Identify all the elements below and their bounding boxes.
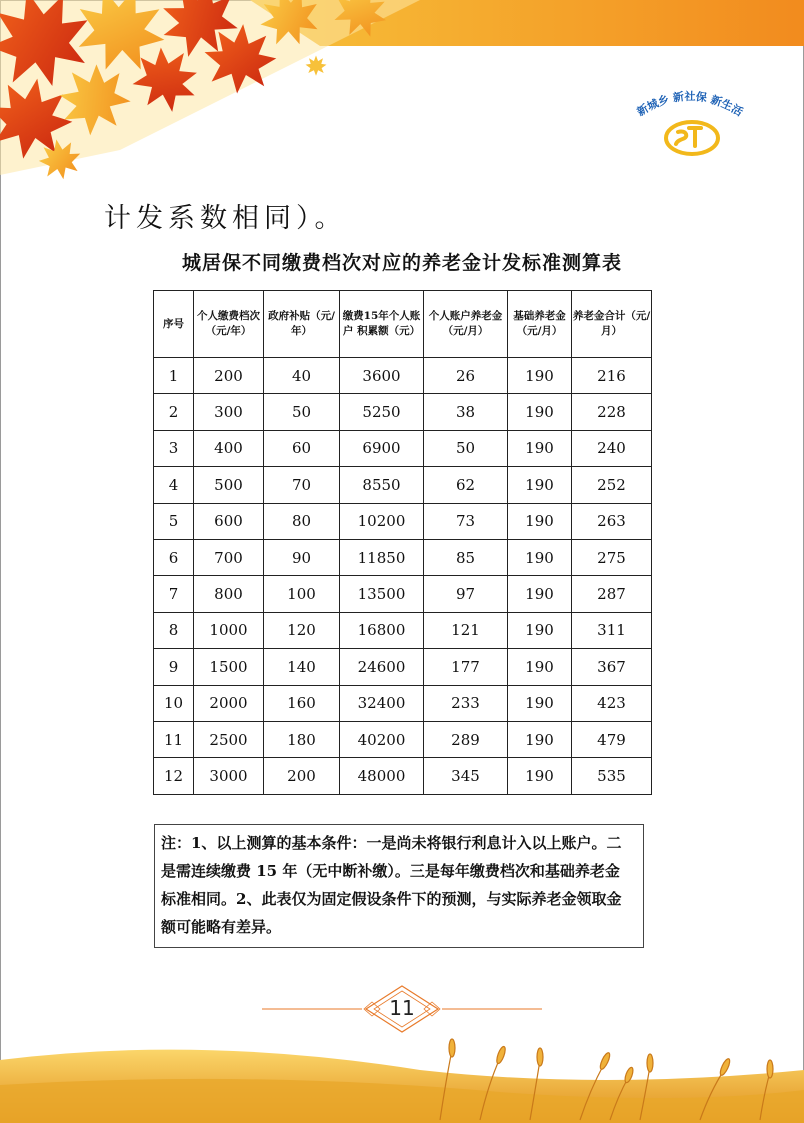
cell-contribution-level: 2000 <box>194 685 264 721</box>
cell-contribution-level: 800 <box>194 576 264 612</box>
cell-index: 2 <box>154 394 194 430</box>
cell-account-pension: 85 <box>424 539 508 575</box>
cell-basic-pension: 190 <box>508 612 572 648</box>
cell-government-subsidy: 70 <box>264 467 340 503</box>
cell-basic-pension: 190 <box>508 685 572 721</box>
cell-government-subsidy: 180 <box>264 721 340 757</box>
wheat-field-banner <box>0 1030 804 1123</box>
note-text: 注：1、以上测算的基本条件：一是尚未将银行利息计入以上账户。二是需连续缴费 15 年（无中断补缴）。三是每年缴费档次和基础养老金标准相同。2、此表仅为固定假设条件下的预测，与实际养老金领取金额可能略有差异。 <box>161 834 622 936</box>
table-row <box>154 649 652 685</box>
cell-account-accumulation: 48000 <box>340 758 424 794</box>
cell-basic-pension: 190 <box>508 358 572 394</box>
cell-index: 12 <box>154 758 194 794</box>
cell-government-subsidy: 140 <box>264 649 340 685</box>
header-account-accumulation: 缴费15年个人账户 积累额（元） <box>340 291 424 358</box>
cell-account-pension: 62 <box>424 467 508 503</box>
cell-index: 3 <box>154 430 194 466</box>
header-account-pension: 个人账户养老金（元/月） <box>424 291 508 358</box>
page-number: 11 <box>389 996 415 1020</box>
cell-account-pension: 50 <box>424 430 508 466</box>
cell-pension-total: 252 <box>572 467 652 503</box>
cell-basic-pension: 190 <box>508 394 572 430</box>
pension-calculation-table <box>153 290 652 795</box>
note-box <box>154 824 644 948</box>
cell-account-accumulation: 40200 <box>340 721 424 757</box>
cell-contribution-level: 3000 <box>194 758 264 794</box>
cell-index: 9 <box>154 649 194 685</box>
cell-account-accumulation: 32400 <box>340 685 424 721</box>
cell-pension-total: 535 <box>572 758 652 794</box>
cell-index: 6 <box>154 539 194 575</box>
cell-basic-pension: 190 <box>508 649 572 685</box>
cell-account-accumulation: 13500 <box>340 576 424 612</box>
table-row <box>154 503 652 539</box>
cell-index: 8 <box>154 612 194 648</box>
cell-government-subsidy: 90 <box>264 539 340 575</box>
table-body <box>154 358 652 795</box>
cell-index: 11 <box>154 721 194 757</box>
cell-government-subsidy: 120 <box>264 612 340 648</box>
table-row <box>154 358 652 394</box>
cell-index: 5 <box>154 503 194 539</box>
cell-index: 1 <box>154 358 194 394</box>
cell-account-pension: 121 <box>424 612 508 648</box>
cell-index: 7 <box>154 576 194 612</box>
page-number-ornament <box>262 984 542 1034</box>
cell-account-pension: 97 <box>424 576 508 612</box>
social-insurance-logo <box>624 84 754 164</box>
cell-government-subsidy: 60 <box>264 430 340 466</box>
cell-account-pension: 177 <box>424 649 508 685</box>
cell-pension-total: 311 <box>572 612 652 648</box>
cell-government-subsidy: 80 <box>264 503 340 539</box>
header-index: 序号 <box>154 291 194 358</box>
cell-pension-total: 216 <box>572 358 652 394</box>
cell-contribution-level: 1500 <box>194 649 264 685</box>
header-pension-total: 养老金合计（元/月） <box>572 291 652 358</box>
cell-account-pension: 233 <box>424 685 508 721</box>
svg-text:新城乡 新社保 新生活 <box>634 89 745 119</box>
table-row <box>154 721 652 757</box>
cell-pension-total: 263 <box>572 503 652 539</box>
cell-basic-pension: 190 <box>508 721 572 757</box>
table-row <box>154 576 652 612</box>
cell-account-accumulation: 16800 <box>340 612 424 648</box>
cell-basic-pension: 190 <box>508 467 572 503</box>
cell-account-accumulation: 8550 <box>340 467 424 503</box>
table-title: 城居保不同缴费档次对应的养老金计发标准测算表 <box>181 252 622 274</box>
cell-contribution-level: 600 <box>194 503 264 539</box>
cell-pension-total: 240 <box>572 430 652 466</box>
cell-index: 10 <box>154 685 194 721</box>
cell-basic-pension: 190 <box>508 758 572 794</box>
cell-account-accumulation: 10200 <box>340 503 424 539</box>
lead-text: 计发系数相同）。 <box>104 203 347 234</box>
header-basic-pension: 基础养老金（元/月） <box>508 291 572 358</box>
cell-contribution-level: 200 <box>194 358 264 394</box>
cell-pension-total: 479 <box>572 721 652 757</box>
table-row <box>154 394 652 430</box>
cell-account-accumulation: 6900 <box>340 430 424 466</box>
cell-government-subsidy: 100 <box>264 576 340 612</box>
cell-pension-total: 423 <box>572 685 652 721</box>
cell-account-accumulation: 5250 <box>340 394 424 430</box>
cell-account-accumulation: 24600 <box>340 649 424 685</box>
table-row <box>154 430 652 466</box>
footer-decoration <box>0 1030 804 1123</box>
cell-contribution-level: 400 <box>194 430 264 466</box>
header-contribution-level: 个人缴费档次（元/年） <box>194 291 264 358</box>
si-emblem-icon <box>662 118 722 158</box>
cell-pension-total: 275 <box>572 539 652 575</box>
cell-contribution-level: 2500 <box>194 721 264 757</box>
cell-contribution-level: 500 <box>194 467 264 503</box>
cell-account-pension: 73 <box>424 503 508 539</box>
cell-account-pension: 26 <box>424 358 508 394</box>
cell-pension-total: 367 <box>572 649 652 685</box>
cell-account-accumulation: 11850 <box>340 539 424 575</box>
cell-account-accumulation: 3600 <box>340 358 424 394</box>
table-row <box>154 685 652 721</box>
cell-account-pension: 345 <box>424 758 508 794</box>
cell-government-subsidy: 50 <box>264 394 340 430</box>
cell-contribution-level: 300 <box>194 394 264 430</box>
cell-pension-total: 287 <box>572 576 652 612</box>
header-government-subsidy: 政府补贴（元/年） <box>264 291 340 358</box>
cell-pension-total: 228 <box>572 394 652 430</box>
logo-slogan: 新城乡 新社保 新生活 <box>634 89 746 119</box>
cell-contribution-level: 700 <box>194 539 264 575</box>
cell-government-subsidy: 40 <box>264 358 340 394</box>
cell-contribution-level: 1000 <box>194 612 264 648</box>
table-row <box>154 467 652 503</box>
cell-basic-pension: 190 <box>508 430 572 466</box>
cell-basic-pension: 190 <box>508 539 572 575</box>
cell-basic-pension: 190 <box>508 576 572 612</box>
cell-account-pension: 289 <box>424 721 508 757</box>
cell-account-pension: 38 <box>424 394 508 430</box>
table-header-row <box>154 291 652 358</box>
cell-government-subsidy: 160 <box>264 685 340 721</box>
table-row <box>154 539 652 575</box>
cell-government-subsidy: 200 <box>264 758 340 794</box>
table-row <box>154 612 652 648</box>
cell-basic-pension: 190 <box>508 503 572 539</box>
table-row <box>154 758 652 794</box>
cell-index: 4 <box>154 467 194 503</box>
